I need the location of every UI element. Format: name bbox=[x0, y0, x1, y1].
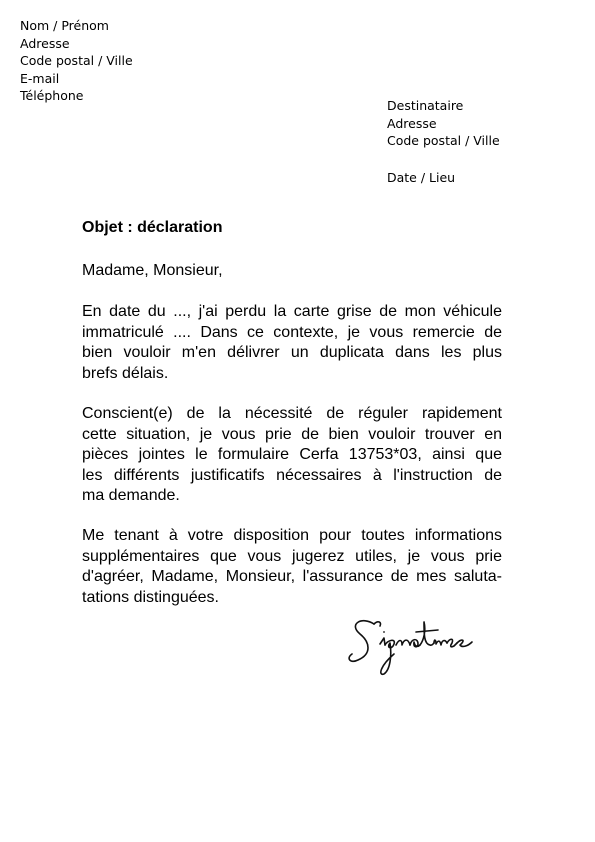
sender-block bbox=[20, 17, 133, 105]
recipient-address: Adresse bbox=[387, 115, 437, 131]
letter-greeting: Madame, Monsieur, bbox=[82, 262, 223, 279]
paragraph-line: immatriculé .... Dans ce contexte, je vous remercie de bbox=[82, 323, 502, 341]
paragraph-line: ma demande. bbox=[82, 487, 180, 504]
paragraph-line: pièces jointes le formulaire Cerfa 13753*03, ainsi que bbox=[82, 446, 502, 463]
paragraph-line: En date du ..., j'ai perdu la carte grise de mon véhicule bbox=[82, 303, 502, 320]
paragraph-line: brefs délais. bbox=[82, 364, 169, 382]
paragraph-line: d'agréer, Madame, Monsieur, l'assurance de mes saluta- bbox=[82, 568, 502, 585]
paragraph-line: bien vouloir m'en délivrer un duplicata dans les plus bbox=[82, 344, 502, 361]
date-place: Date / Lieu bbox=[387, 169, 456, 185]
paragraph-line: Me tenant à votre disposition pour toutes informations bbox=[82, 527, 502, 544]
sender-name: Nom / Prénom bbox=[20, 18, 109, 33]
sender-phone: Téléphone bbox=[20, 88, 84, 104]
paragraph-line: tations distinguées. bbox=[82, 588, 219, 606]
paragraph-line: les différents justificatifs nécessaires à l'instruction de bbox=[82, 466, 502, 484]
paragraph-1 bbox=[82, 302, 502, 384]
sender-postal-city: Code postal / Ville bbox=[20, 53, 133, 69]
sender-address: Adresse bbox=[20, 35, 70, 51]
sender-email: E-mail bbox=[20, 70, 60, 86]
handwritten-signature bbox=[344, 610, 494, 680]
paragraph-line: cette situation, je vous prie de bien vouloir trouver en bbox=[82, 425, 502, 443]
paragraph-line: supplémentaires que vous jugerez utiles, je vous prie bbox=[82, 547, 502, 565]
paragraph-3 bbox=[82, 526, 502, 608]
recipient-block bbox=[387, 97, 500, 186]
paragraph-line: Conscient(e) de la nécessité de réguler rapidement bbox=[82, 405, 502, 422]
letter-subject: Objet : déclaration bbox=[82, 219, 223, 236]
recipient-postal-city: Code postal / Ville bbox=[387, 133, 500, 149]
paragraph-2 bbox=[82, 404, 502, 507]
recipient-name: Destinataire bbox=[387, 98, 464, 113]
